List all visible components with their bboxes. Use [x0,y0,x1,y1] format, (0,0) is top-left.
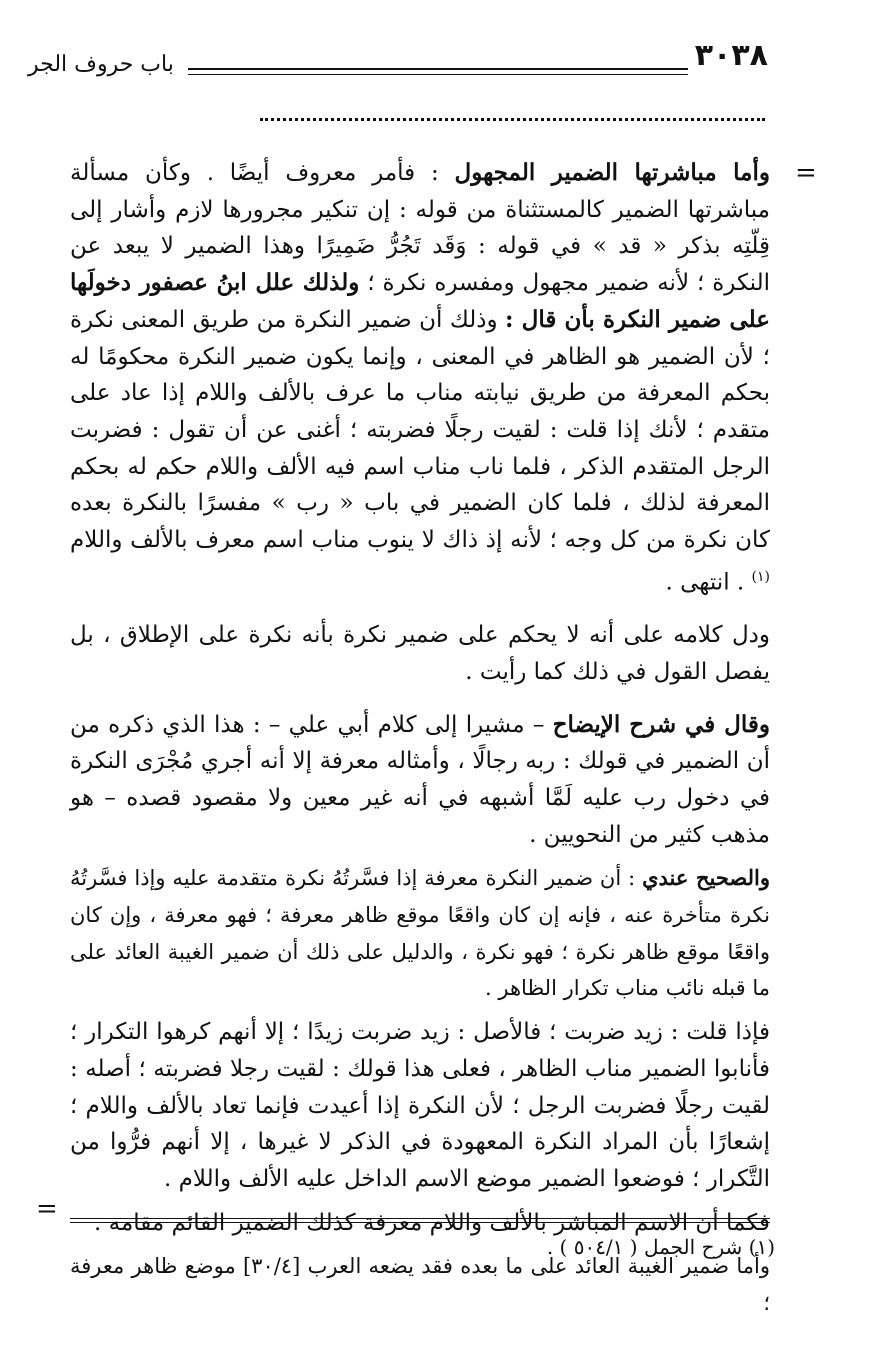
paragraph-5: فإذا قلت : زيد ضربت ؛ فالأصل : زيد ضربت زيدًا ؛ إلا أنهم كرهوا التكرار ؛ فأنابوا الضمير مناب الظاهر ، فعلى هذا قولك : لقيت رجلا فضربته ؛ أصله : لقيت رجلًا فضربت الرجل ؛ لأن النكرة إذا أعيدت فإنما تعاد بالألف واللام ؛ إشعارًا بأن المراد النكرة المعهودة في الذكر لا غيرها ، إلا أنهم فرُّوا من التَّكرار ؛ فوضعوا الضمير موضع الاسم الداخل عليه الألف واللام . [70,1019,770,1192]
page-number: ٣٠٣٨ [694,38,768,73]
footnote: (١) شرح الجمل ( ٥٠٤/١ ) . [546,1235,775,1259]
dotted-separator [260,118,765,123]
footnote-rule [70,1218,770,1223]
paragraph-2: ودل كلامه على أنه لا يحكم على ضمير نكرة بأنه نكرة على الإطلاق ، بل يفصل القول في ذلك كما رأيت . [70,622,770,685]
p1-text-b: وذلك أن ضمير النكرة من طريق المعنى نكرة ؛ لأن الضمير هو الظاهر في المعنى ، وإنما يكون ضمير النكرة محكومًا له بحكم المعرفة من طريق نيابته مناب ما عرف بالألف واللام إذا عاد على متقدم ؛ لأنك إذا قلت : لقيت رجلًا فضربته ؛ أغنى عن أن تقول : فضربت الرجل المتقدم الذكر ، فلما ناب مناب اسم فيه الألف واللام حكم له بحكم المعرفة لذلك ، فلما كان الضمير في باب « رب » مفسرًا بالنكرة بعده كان نكرة من كل وجه ؛ لأنه إذ ذاك لا ينوب مناب اسم معرف بالألف واللام [70,306,770,554]
p1-end: . انتهى . [665,569,745,596]
paragraph-4 [70,860,770,1007]
paragraph-1 [70,155,770,601]
p3-bold-heading: وقال في شرح الإيضاح [552,710,771,738]
main-text [70,155,770,1329]
footnote-reference: (١) [751,568,770,585]
continuation-mark-top: = [795,158,817,188]
page-header [28,38,768,86]
header-rule [188,68,688,75]
paragraph-6: فكما أن الاسم المباشر بالألف واللام معرفة كذلك الضمير القائم مقامه . [94,1209,770,1236]
p1-bold-quote: ولذلك علل ابنُ عصفور دخولَها على ضمير النكرة بأن قال : [70,269,770,333]
p4-text: : أن ضمير النكرة معرفة إذا فسَّرتُهُ نكرة متقدمة عليه وإذا فسَّرتُهُ نكرة متأخرة عنه ، فإنه إن كان واقعًا موقع ظاهر معرفة ؛ فهو معرفة ، وإن كان واقعًا موقع ظاهر نكرة ؛ فهو نكرة ، والدليل على ذلك أن ضمير الغيبة العائد على ما قبله نائب مناب تكرار الظاهر . [70,866,770,1001]
p4-bold-heading: والصحيح عندي [642,865,770,891]
continuation-mark-bottom: = [36,1194,58,1224]
p1-text-a: : فأمر معروف أيضًا . وكأن مسألة مباشرتها الضمير كالمستثناة من قوله : إن تنكير مجرورها لازم وأشار إلى قِلّتِه بذكر « قد » في قوله : وَقَد تَجُرُّ ضَمِيرًا وهذا الضمير لا يبعد عن النكرة ؛ لأنه ضمير مجهول ومفسره نكرة ؛ [70,160,771,297]
p1-bold-heading: وأما مباشرتها الضمير المجهول [454,159,770,186]
chapter-title: باب حروف الجر [28,52,174,77]
paragraph-3 [70,707,770,854]
p3-text: – مشيرا إلى كلام أبي علي – : هذا الذي ذكره من أن الضمير في قولك : ربه رجالًا ، وأمثاله معرفة إلا أنه أجري مُجْرَى النكرة في دخول رب عليه لَمَّا أشبهه في أنه غير معين ولا مقصود قصده – هو مذهب كثير من النحويين . [70,711,770,848]
paragraph-7: وأما ضمير الغيبة العائد على ما بعده فقد يضعه العرب [٣٠/٤] موضع ظاهر معرفة ؛ [70,1254,770,1316]
